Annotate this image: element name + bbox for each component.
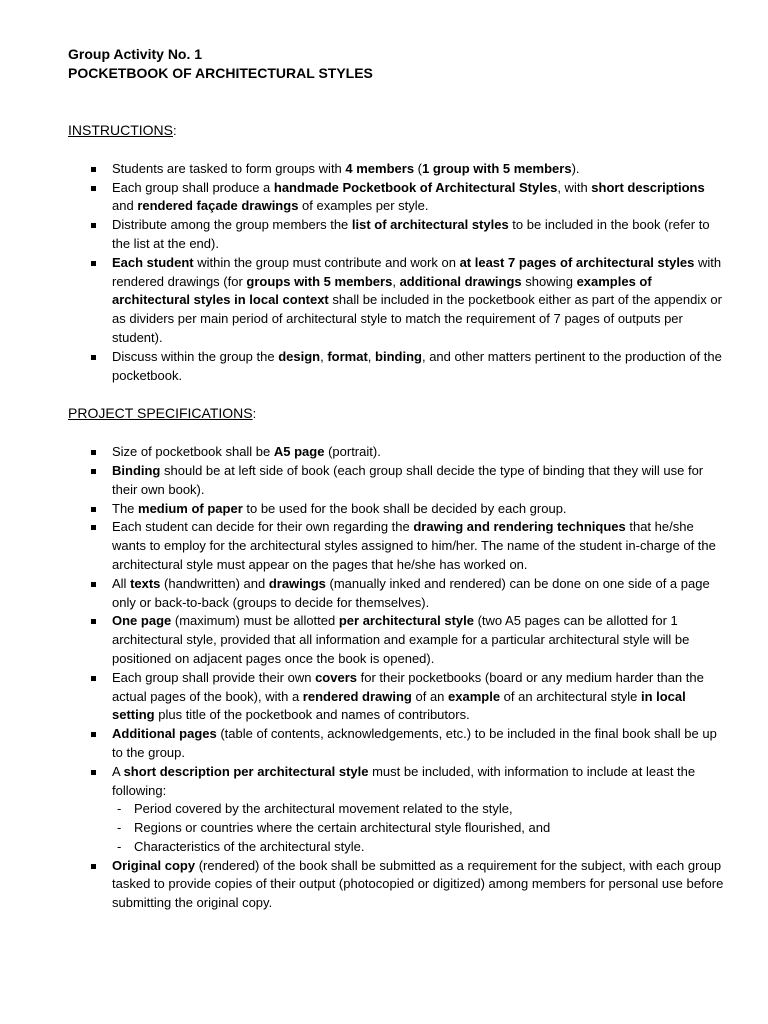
- instruction-item: [68, 160, 728, 179]
- specification-item: [68, 857, 728, 913]
- specification-text: [112, 612, 728, 668]
- bold-text: Original copy: [112, 857, 196, 873]
- sub-list-item: - Characteristics of the architectural style.: [112, 838, 728, 857]
- instructions-list: [68, 160, 728, 386]
- text-run: that he/she wants to employ for the architectural styles assigned to him/her. The name of the student in-charge of the architectural style must appear on the pages that he/she has worked on.: [112, 519, 716, 572]
- text-run: for their pocketbooks (board or any medium harder than the actual pages of the book), with a: [112, 669, 704, 704]
- specifications-heading-colon: :: [252, 406, 257, 422]
- text-run: Students are tasked to form groups with: [112, 160, 346, 176]
- bold-text: example: [448, 688, 501, 704]
- bold-text: rendered façade drawings: [137, 198, 299, 214]
- bold-text: handmade Pocketbook of Architectural Styles: [273, 179, 558, 195]
- text-run: Size of pocketbook shall be: [112, 444, 274, 460]
- sub-list: [112, 800, 728, 856]
- specification-text: [112, 857, 728, 913]
- sub-list-item: - Period covered by the architectural movement related to the style,: [112, 800, 728, 819]
- instruction-item: [68, 179, 728, 217]
- bold-text: short description per architectural style: [123, 763, 369, 779]
- text-run: (manually inked and rendered) can be done on one side of a page only or back-to-back (groups to decide for themselves).: [112, 575, 710, 610]
- specification-item: [68, 612, 728, 668]
- specification-text: [112, 443, 728, 462]
- bold-text: Each student: [112, 254, 194, 270]
- instructions-heading-colon: :: [173, 123, 177, 138]
- text-run: ,: [320, 348, 328, 364]
- bold-text: in local setting: [112, 688, 686, 723]
- text-run: should be at left side of book (each group shall decide the type of binding that they will use for their own book).: [112, 462, 704, 497]
- text-run: (two A5 pages can be allotted for 1 architectural style, provided that all information and example for a particular architectural style will be positioned on adjacent pages once the book is opened).: [112, 613, 690, 666]
- specification-text: [112, 763, 728, 801]
- instruction-item: [68, 254, 728, 348]
- text-run: ,: [392, 273, 400, 289]
- sub-list-item: - Regions or countries where the certain architectural style flourished, and: [112, 819, 728, 838]
- bold-text: binding: [375, 348, 422, 364]
- instruction-item: [68, 216, 728, 254]
- text-run: (: [414, 160, 423, 176]
- text-run: shall be included in the pocketbook either as part of the appendix or as dividers per main period of architectural style to match the requirement of 7 pages of outputs per student).: [112, 292, 722, 345]
- text-run: to be used for the book shall be decided by each group.: [242, 500, 567, 516]
- bold-text: Additional pages: [112, 726, 217, 742]
- text-run: , and other matters pertinent to the production of the pocketbook.: [112, 348, 722, 383]
- specification-item: [68, 518, 728, 574]
- text-run: of examples per style.: [298, 198, 429, 214]
- text-run: and: [112, 198, 138, 214]
- bold-text: 4 members: [345, 160, 415, 176]
- bold-text: additional drawings: [399, 273, 522, 289]
- bold-text: examples of architectural styles in local context: [112, 273, 652, 308]
- text-run: The: [112, 500, 139, 516]
- text-run: to be included in the book (refer to the list at the end).: [112, 217, 710, 251]
- bold-text: rendered drawing: [302, 688, 412, 704]
- instruction-item: [68, 348, 728, 386]
- bold-text: One page: [112, 613, 172, 629]
- specification-text: [112, 462, 728, 500]
- text-run: , with: [557, 179, 592, 195]
- specification-item: [68, 462, 728, 500]
- text-run: (maximum) must be allotted: [171, 613, 339, 629]
- text-run: showing: [521, 273, 577, 289]
- bold-text: list of architectural styles: [351, 217, 509, 233]
- specification-item: [68, 669, 728, 725]
- text-run: of an architectural style: [500, 688, 641, 704]
- specifications-heading: PROJECT SPECIFICATIONS: [68, 405, 253, 422]
- text-run: Distribute among the group members the: [112, 217, 352, 233]
- text-run: A: [112, 763, 124, 779]
- text-run: plus title of the pocketbook and names of contributors.: [154, 707, 470, 723]
- document-title-line2: POCKETBOOK OF ARCHITECTURAL STYLES: [68, 65, 373, 81]
- bold-text: short descriptions: [591, 179, 705, 195]
- specification-text: [112, 725, 728, 763]
- bold-text: drawings: [268, 575, 326, 591]
- text-run: (portrait).: [324, 444, 381, 460]
- text-run: must be included, with information to include at least the following:: [112, 763, 696, 798]
- text-run: (rendered) of the book shall be submitted as a requirement for the subject, with each group tasked to provide copies of their output (photocopied or digitized) among members for personal use before submitting the original copy.: [112, 857, 724, 911]
- document-title-line1: Group Activity No. 1: [68, 46, 203, 62]
- bold-text: format: [327, 348, 368, 364]
- bold-text: 1 group with 5 members: [422, 160, 572, 176]
- text-run: with rendered drawings (for: [112, 254, 722, 289]
- text-run: ).: [571, 160, 580, 176]
- bold-text: drawing and rendering techniques: [413, 519, 626, 535]
- bold-text: design: [278, 348, 321, 364]
- specifications-heading-row: [68, 404, 728, 424]
- text-run: within the group must contribute and work on: [193, 254, 460, 270]
- bold-text: groups with 5 members: [246, 273, 393, 289]
- text-run: of an: [411, 688, 449, 704]
- specifications-list: [68, 443, 728, 913]
- text-run: ,: [367, 348, 376, 364]
- specification-text: [112, 518, 728, 574]
- specification-item: [68, 763, 728, 857]
- text-run: Discuss within the group the: [112, 348, 279, 364]
- instructions-heading: INSTRUCTIONS: [68, 122, 173, 138]
- bold-text: texts: [130, 575, 161, 591]
- specification-item: [68, 500, 728, 519]
- specification-item: [68, 575, 728, 613]
- text-run: Each group shall produce a: [112, 179, 274, 195]
- bold-text: per architectural style: [338, 613, 474, 629]
- bold-text: medium of paper: [138, 500, 243, 516]
- specification-text: [112, 669, 728, 725]
- text-run: (table of contents, acknowledgements, etc.) to be included in the final book shall be up to the group.: [112, 726, 717, 760]
- text-run: Each student can decide for their own regarding the: [112, 519, 414, 535]
- bold-text: at least 7 pages of architectural styles: [459, 254, 695, 270]
- text-run: Each group shall provide their own: [112, 669, 316, 685]
- specification-item: [68, 443, 728, 462]
- bold-text: covers: [315, 669, 357, 685]
- bold-text: Binding: [112, 462, 161, 478]
- specification-item: [68, 725, 728, 763]
- text-run: (handwritten) and: [160, 575, 269, 591]
- text-run: All: [112, 575, 131, 591]
- instructions-heading-row: [68, 121, 728, 141]
- bold-text: A5 page: [273, 444, 325, 460]
- specification-text: [112, 500, 728, 519]
- specification-text: [112, 575, 728, 613]
